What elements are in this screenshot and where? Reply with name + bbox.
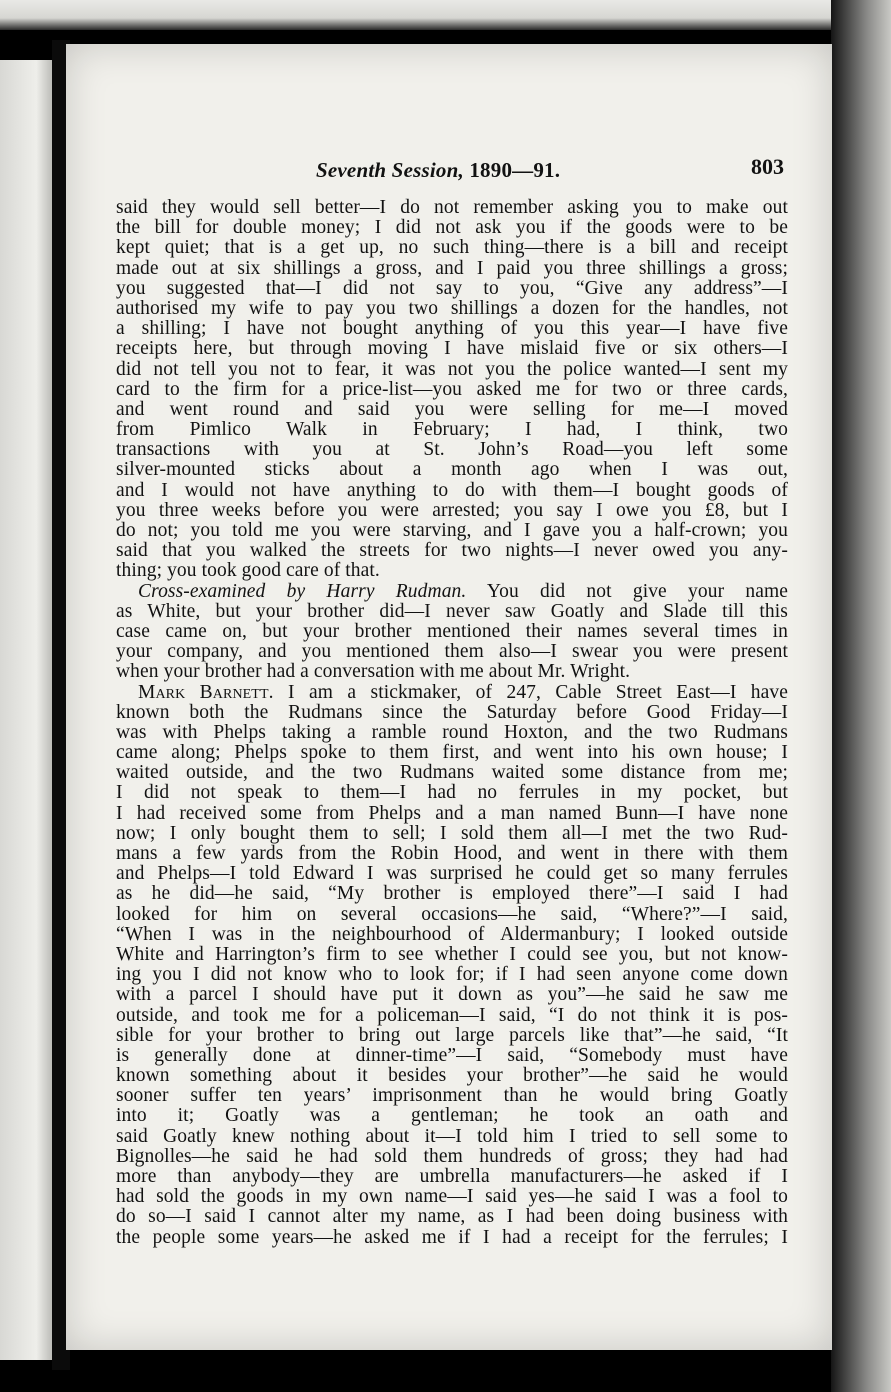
text-line: and Phelps—I told Edward I was surprised he could get so many ferrules (116, 863, 788, 885)
text-line: the bill for double money; I did not ask you if the goods were to be (116, 217, 788, 239)
text-line: a shilling; I have not bought anything of you this year—I have five (116, 318, 788, 340)
text-line: case came on, but your brother mentioned their names several times in (116, 620, 788, 642)
cross-examination-text: You did not give your name (466, 580, 788, 602)
text-line: do not; you told me you were starving, and I gave you a half-crown; you (116, 520, 788, 541)
page-number: 803 (751, 154, 784, 179)
text-line: ing you I did not know who to look for; if I had seen anyone come down (116, 964, 788, 986)
text-line: as he did—he said, “My brother is employed there”—I said I had (116, 883, 788, 905)
text-line: transactions with you at St. John’s Road—you left some (116, 439, 788, 461)
scan-top-strip (0, 0, 891, 30)
text-line: did not tell you not to fear, it was not you the police wanted—I sent my (116, 358, 788, 380)
text-line: was with Phelps taking a ramble round Hoxton, and the two Rudmans (116, 721, 788, 743)
text-line: sible for your brother to bring out large parcels like that”—he said, “It (116, 1024, 788, 1046)
text-line: with a parcel I should have put it down as you”—he said he saw me (116, 984, 788, 1006)
page-content (116, 154, 788, 1248)
text-line: you three weeks before you were arrested; you say I owe you £8, but I (116, 499, 788, 521)
text-line: White and Harrington’s firm to see whether I could see you, but not know- (116, 943, 788, 965)
session-title: Seventh Session, (316, 158, 464, 182)
witness-line (116, 683, 788, 703)
printed-page (66, 44, 832, 1350)
text-line: said they would sell better—I do not remember asking you to make out (116, 197, 788, 218)
cross-examination-label: Cross-examined by Harry Rudman. (138, 580, 467, 602)
text-line: known something about it besides your brother”—he said he would (116, 1065, 788, 1087)
text-line: is generally done at dinner-time”—I said, “Somebody must have (116, 1044, 788, 1066)
text-line: came along; Phelps spoke to them first, and went into his own house; I (116, 742, 788, 764)
text-line: looked for him on several occasions—he said, “Where?”—I said, (116, 903, 788, 925)
text-line: outside, and took me for a policeman—I said, “I do not think it is pos- (116, 1004, 788, 1026)
text-line: “When I was in the neighbourhood of Aldermanbury; I looked outside (116, 923, 788, 945)
facing-page-edge (0, 60, 52, 1360)
session-years: 1890—91. (469, 158, 561, 182)
text-line: Bignolles—he said he had sold them hundreds of gross; they had had (116, 1145, 788, 1167)
text-line: mans a few yards from the Robin Hood, and went in there with them (116, 843, 788, 864)
text-line: and I would not have anything to do with them—I bought goods of (116, 479, 788, 501)
running-header (116, 154, 788, 188)
text-line: known both the Rudmans since the Saturday before Good Friday—I (116, 701, 788, 723)
text-line: now; I only bought them to sell; I sold them all—I met the two Rud- (116, 822, 788, 844)
text-line: as White, but your brother did—I never saw Goatly and Slade till this (116, 600, 788, 622)
text-line: made out at six shillings a gross, and I paid you three shillings a gross; (116, 257, 788, 279)
text-line: I had received some from Phelps and a man named Bunn—I have none (116, 802, 788, 824)
text-line: and went round and said you were selling for me—I moved (116, 398, 788, 420)
witness-name: Mark Barnett. (138, 681, 274, 703)
running-title (316, 158, 560, 183)
text-line: you suggested that—I did not say to you, “Give any address”—I (116, 277, 788, 299)
text-line: from Pimlico Walk in February; I had, I think, two (116, 419, 788, 441)
scan-right-edge (831, 0, 891, 1392)
text-line: I did not speak to them—I had no ferrules in my pocket, but (116, 782, 788, 804)
text-line: authorised my wife to pay you two shillings a dozen for the handles, not (116, 297, 788, 319)
text-line: silver-mounted sticks about a month ago when I was out, (116, 459, 788, 481)
text-line: kept quiet; that is a get up, no such thing—there is a bill and receipt (116, 237, 788, 259)
text-line: receipts here, but through moving I have mislaid five or six others—I (116, 338, 788, 360)
text-line: had sold the goods in my own name—I said yes—he said I was a fool to (116, 1186, 788, 1208)
text-line: when your brother had a conversation with me about Mr. Wright. (116, 661, 631, 683)
text-line: card to the firm for a price-list—you asked me for two or three cards, (116, 378, 788, 400)
text-line: into it; Goatly was a gentleman; he took an oath and (116, 1105, 788, 1127)
text-line: said Goatly knew nothing about it—I told him I tried to sell some to (116, 1125, 788, 1147)
cross-examination-line (116, 582, 788, 602)
witness-text: I am a stickmaker, of 247, Cable Street East—I have (273, 681, 789, 703)
text-line: do so—I said I cannot alter my name, as I had been doing business with (116, 1206, 788, 1228)
text-line: waited outside, and the two Rudmans waited some distance from me; (116, 762, 788, 784)
text-line: sooner suffer ten years’ imprisonment than he would bring Goatly (116, 1085, 788, 1107)
text-line: your company, and you mentioned them also—I swear you were present (116, 641, 788, 663)
page-body (116, 198, 788, 1248)
text-line: thing; you took good care of that. (116, 560, 380, 582)
text-line: the people some years—he asked me if I had a receipt for the ferrules; I (116, 1226, 788, 1248)
text-line: more than anybody—they are umbrella manufacturers—he asked if I (116, 1166, 788, 1187)
text-line: said that you walked the streets for two nights—I never owed you any- (116, 540, 788, 562)
